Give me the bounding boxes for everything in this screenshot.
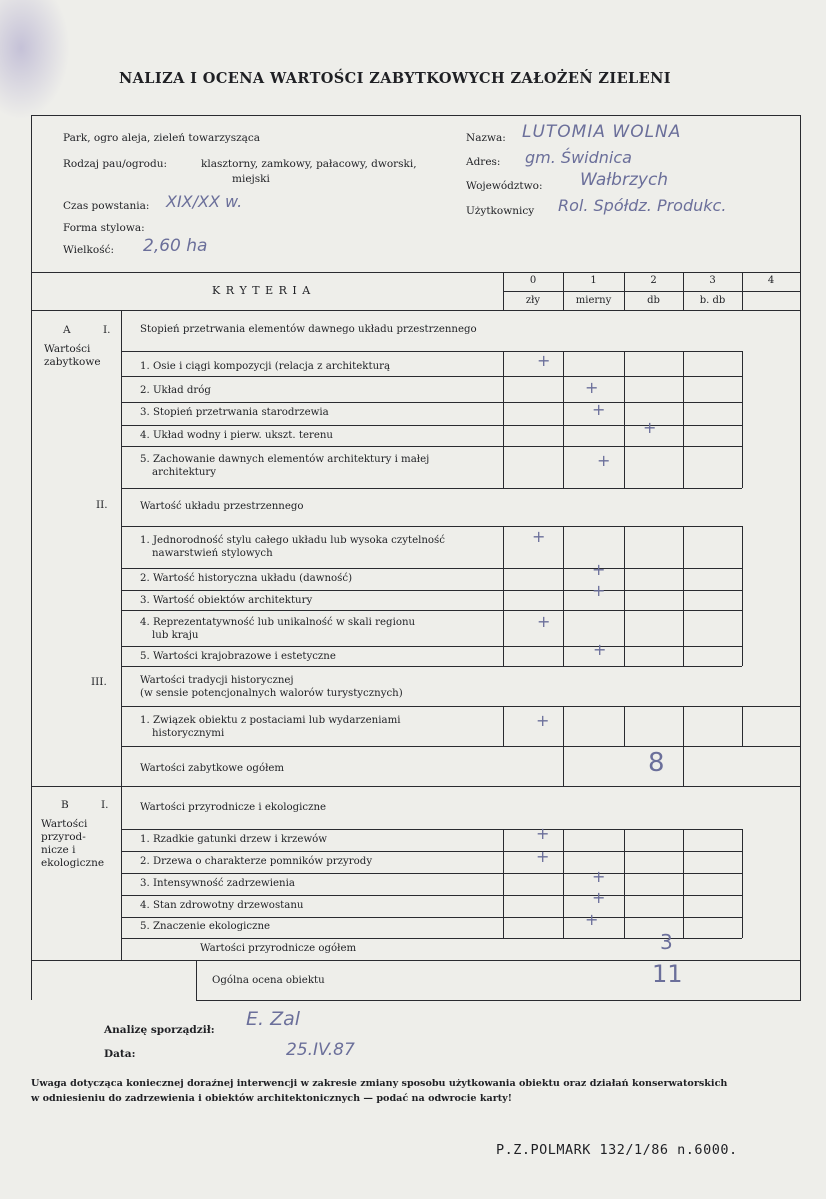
adres-label: Adres: — [466, 156, 501, 168]
mark-a2-3: + — [592, 581, 606, 600]
row-line — [121, 666, 742, 667]
mark-a2-5: + — [593, 640, 607, 659]
note-line-2: w odniesieniu do zadrzewienia i obiektów architektonicznych — podać na odwrocie karty! — [31, 1093, 512, 1104]
mark-a3-1: + — [536, 711, 550, 730]
header-mid — [503, 291, 800, 292]
criteria-left-a — [121, 310, 122, 786]
park-line: Park, ogro aleja, zieleń towarzysząca — [63, 132, 261, 144]
row-line — [121, 938, 742, 939]
overall-label: Ogólna ocena obiektu — [212, 975, 325, 986]
mark-b1: + — [536, 824, 550, 843]
row-line — [121, 917, 742, 918]
grid-v — [503, 706, 504, 746]
czas-label: Czas powstania: — [63, 200, 150, 212]
col-3-label: b. db — [699, 295, 726, 306]
nazwa-label: Nazwa: — [466, 132, 506, 144]
mark-b5: + — [585, 910, 599, 929]
crit-b2: 2. Drzewa o charakterze pomników przyrody — [140, 856, 373, 867]
grid-v — [742, 706, 743, 746]
grid-v — [624, 351, 625, 488]
section-b-label-4: ekologiczne — [41, 857, 105, 869]
mark-a2-4: + — [537, 612, 551, 631]
grid-v — [503, 829, 504, 938]
rodzaj-value-1: klasztorny, zamkowy, pałacowy, dworski, — [201, 158, 417, 170]
crit-a2-1b: nawarstwień stylowych — [152, 548, 273, 559]
mark-a2-1: + — [532, 527, 546, 546]
section-b-label-3: nicze i — [41, 844, 76, 856]
group-b-underline — [121, 829, 742, 830]
adres-value: gm. Świdnica — [525, 148, 632, 167]
group-iii-underline — [121, 706, 800, 707]
row-line — [121, 851, 742, 852]
group-ii-roman: II. — [96, 499, 108, 511]
grid-v — [683, 829, 684, 938]
grid-v — [563, 706, 564, 786]
group-ii-title: Wartość układu przestrzennego — [140, 501, 304, 512]
row-line — [121, 376, 742, 377]
rodzaj-label: Rodzaj pau/ogrodu: — [63, 158, 168, 170]
total-a-label: Wartości zabytkowe ogółem — [140, 763, 285, 774]
grid-v — [503, 526, 504, 666]
crit-a2-4b: lub kraju — [152, 630, 199, 641]
row-line — [121, 873, 742, 874]
total-a-value: 8 — [648, 748, 665, 778]
col-1-label: mierny — [575, 295, 612, 306]
mark-a1-4: + — [643, 418, 657, 437]
row-line — [121, 610, 742, 611]
forma-label: Forma stylowa: — [63, 222, 145, 234]
section-b-label-2: przyrod- — [41, 831, 86, 843]
crit-a3-1b: historycznymi — [152, 728, 225, 739]
crit-b4: 4. Stan zdrowotny drzewostanu — [140, 900, 304, 911]
table-top — [31, 272, 801, 273]
mark-b3: + — [592, 867, 606, 886]
section-b-letter: B — [61, 799, 69, 811]
frame-top — [31, 115, 801, 116]
crit-a2-1: 1. Jednorodność stylu całego układu lub wysoka czytelność — [140, 535, 445, 546]
czas-value: XIX/XX w. — [166, 192, 243, 211]
crit-b3: 3. Intensywność zadrzewienia — [140, 878, 295, 889]
grid-v — [563, 351, 564, 488]
grid-v — [624, 706, 625, 746]
section-a-bottom — [31, 786, 801, 787]
grid-v — [683, 526, 684, 666]
page-title: NALIZA I OCENA WARTOŚCI ZABYTKOWYCH ZAŁOŻEŃ ZIELENI — [119, 70, 671, 87]
overall-left — [196, 960, 197, 1000]
crit-a1-5: 5. Zachowanie dawnych elementów architektury i małej — [140, 454, 430, 465]
row-line — [121, 590, 742, 591]
total-b-label: Wartości przyrodnicze ogółem — [200, 943, 357, 954]
grid-v — [683, 351, 684, 488]
crit-a1-5b: architektury — [152, 467, 217, 478]
crit-a2-5: 5. Wartości krajobrazowe i estetyczne — [140, 651, 336, 662]
row-line — [121, 402, 742, 403]
crit-b1: 1. Rzadkie gatunki drzew i krzewów — [140, 834, 328, 845]
mark-b2: + — [536, 847, 550, 866]
grid-v — [624, 526, 625, 666]
uzytkownicy-value: Rol. Spółdz. Produkc. — [558, 196, 727, 215]
group-b-roman: I. — [101, 799, 109, 811]
mark-b4: + — [592, 888, 606, 907]
col-sep — [503, 272, 504, 310]
row-line — [121, 446, 742, 447]
group-iii-title-1: Wartości tradycji historycznej — [140, 675, 294, 686]
col-sep — [563, 272, 564, 310]
ink-stain — [0, 0, 70, 120]
analize-signature: E. Zal — [246, 1008, 301, 1030]
grid-v — [624, 829, 625, 938]
mark-a1-1: + — [537, 351, 551, 370]
col-0-label: zły — [525, 295, 541, 306]
mark-a1-5: + — [597, 451, 611, 470]
section-a-letter: A — [63, 324, 71, 336]
col-2-label: db — [647, 295, 660, 306]
grid-v — [563, 829, 564, 938]
section-a-label-2: zabytkowe — [44, 356, 101, 368]
crit-a1-1: 1. Osie i ciągi kompozycji (relacja z architekturą — [140, 361, 391, 372]
grid-v — [742, 829, 743, 938]
group-i-title: Stopień przetrwania elementów dawnego układu przestrzennego — [140, 324, 477, 335]
group-iii-roman: III. — [91, 676, 107, 688]
mark-a2-2: + — [592, 560, 606, 579]
crit-a1-2: 2. Układ dróg — [140, 385, 211, 396]
grid-v — [742, 351, 743, 488]
group-i-underline — [121, 351, 742, 352]
col-0-num: 0 — [529, 275, 537, 286]
grid-v — [503, 351, 504, 488]
section-a-label-1: Wartości — [44, 343, 91, 355]
frame-right — [800, 115, 801, 1000]
overall-value: 11 — [652, 960, 683, 988]
col-sep — [624, 272, 625, 310]
crit-a2-3: 3. Wartość obiektów architektury — [140, 595, 313, 606]
crit-b5: 5. Znaczenie ekologiczne — [140, 921, 271, 932]
criteria-left-b — [121, 786, 122, 816]
wielkosc-label: Wielkość: — [63, 244, 115, 256]
section-b-label-1: Wartości — [41, 818, 88, 830]
group-b-title: Wartości przyrodnicze i ekologiczne — [140, 802, 327, 813]
wojewodztwo-label: Województwo: — [466, 180, 543, 192]
nazwa-value: LUTOMIA WOLNA — [522, 122, 682, 142]
crit-a3-1: 1. Związek obiektu z postaciami lub wydarzeniami — [140, 715, 401, 726]
data-value: 25.IV.87 — [286, 1040, 355, 1060]
wielkosc-value: 2,60 ha — [143, 236, 208, 256]
frame-bottom — [196, 1000, 801, 1001]
grid-v — [742, 526, 743, 666]
uzytkownicy-label: Użytkownicy — [466, 205, 535, 217]
crit-a2-4: 4. Reprezentatywność lub unikalność w skali regionu — [140, 617, 416, 628]
col-4-num: 4 — [767, 275, 775, 286]
total-b-value: 3 — [660, 930, 673, 954]
kryteria-heading: K R Y T E R I A — [212, 284, 312, 297]
row-line — [121, 746, 800, 747]
header-bottom — [31, 310, 801, 311]
frame-left — [31, 115, 32, 1000]
row-line — [121, 646, 742, 647]
mark-a1-3: + — [592, 400, 606, 419]
mark-a1-2: + — [585, 378, 599, 397]
crit-a2-2: 2. Wartość historyczna układu (dawność) — [140, 573, 353, 584]
row-line — [121, 488, 742, 489]
col-sep — [742, 272, 743, 310]
col-1-num: 1 — [590, 275, 597, 286]
crit-a1-3: 3. Stopień przetrwania starodrzewia — [140, 407, 329, 418]
group-iii-title-2: (w sensie potencjonalnych walorów turystycznych) — [140, 688, 403, 699]
analize-label: Analizę sporządził: — [104, 1024, 215, 1036]
col-2-num: 2 — [650, 275, 657, 286]
section-b-bottom — [31, 960, 801, 961]
rodzaj-value-2: miejski — [232, 173, 270, 185]
group-i-roman: I. — [103, 324, 111, 336]
row-line — [121, 895, 742, 896]
group-ii-underline — [121, 526, 742, 527]
grid-v — [563, 526, 564, 666]
note-line-1: Uwaga dotycząca koniecznej doraźnej interwencji w zakresie zmiany sposobu użytkowania obiektu oraz działań konserwatorskich — [31, 1078, 728, 1089]
corner — [31, 960, 32, 961]
col-sep — [683, 272, 684, 310]
wojewodztwo-value: Wałbrzych — [580, 170, 669, 190]
printer-mark: P.Z.POLMARK 132/1/86 n.6000. — [496, 1142, 738, 1158]
data-label: Data: — [104, 1048, 136, 1060]
grid-v — [683, 706, 684, 786]
crit-a1-4: 4. Układ wodny i pierw. ukszt. terenu — [140, 430, 333, 441]
col-3-num: 3 — [709, 275, 716, 286]
row-line — [121, 568, 742, 569]
